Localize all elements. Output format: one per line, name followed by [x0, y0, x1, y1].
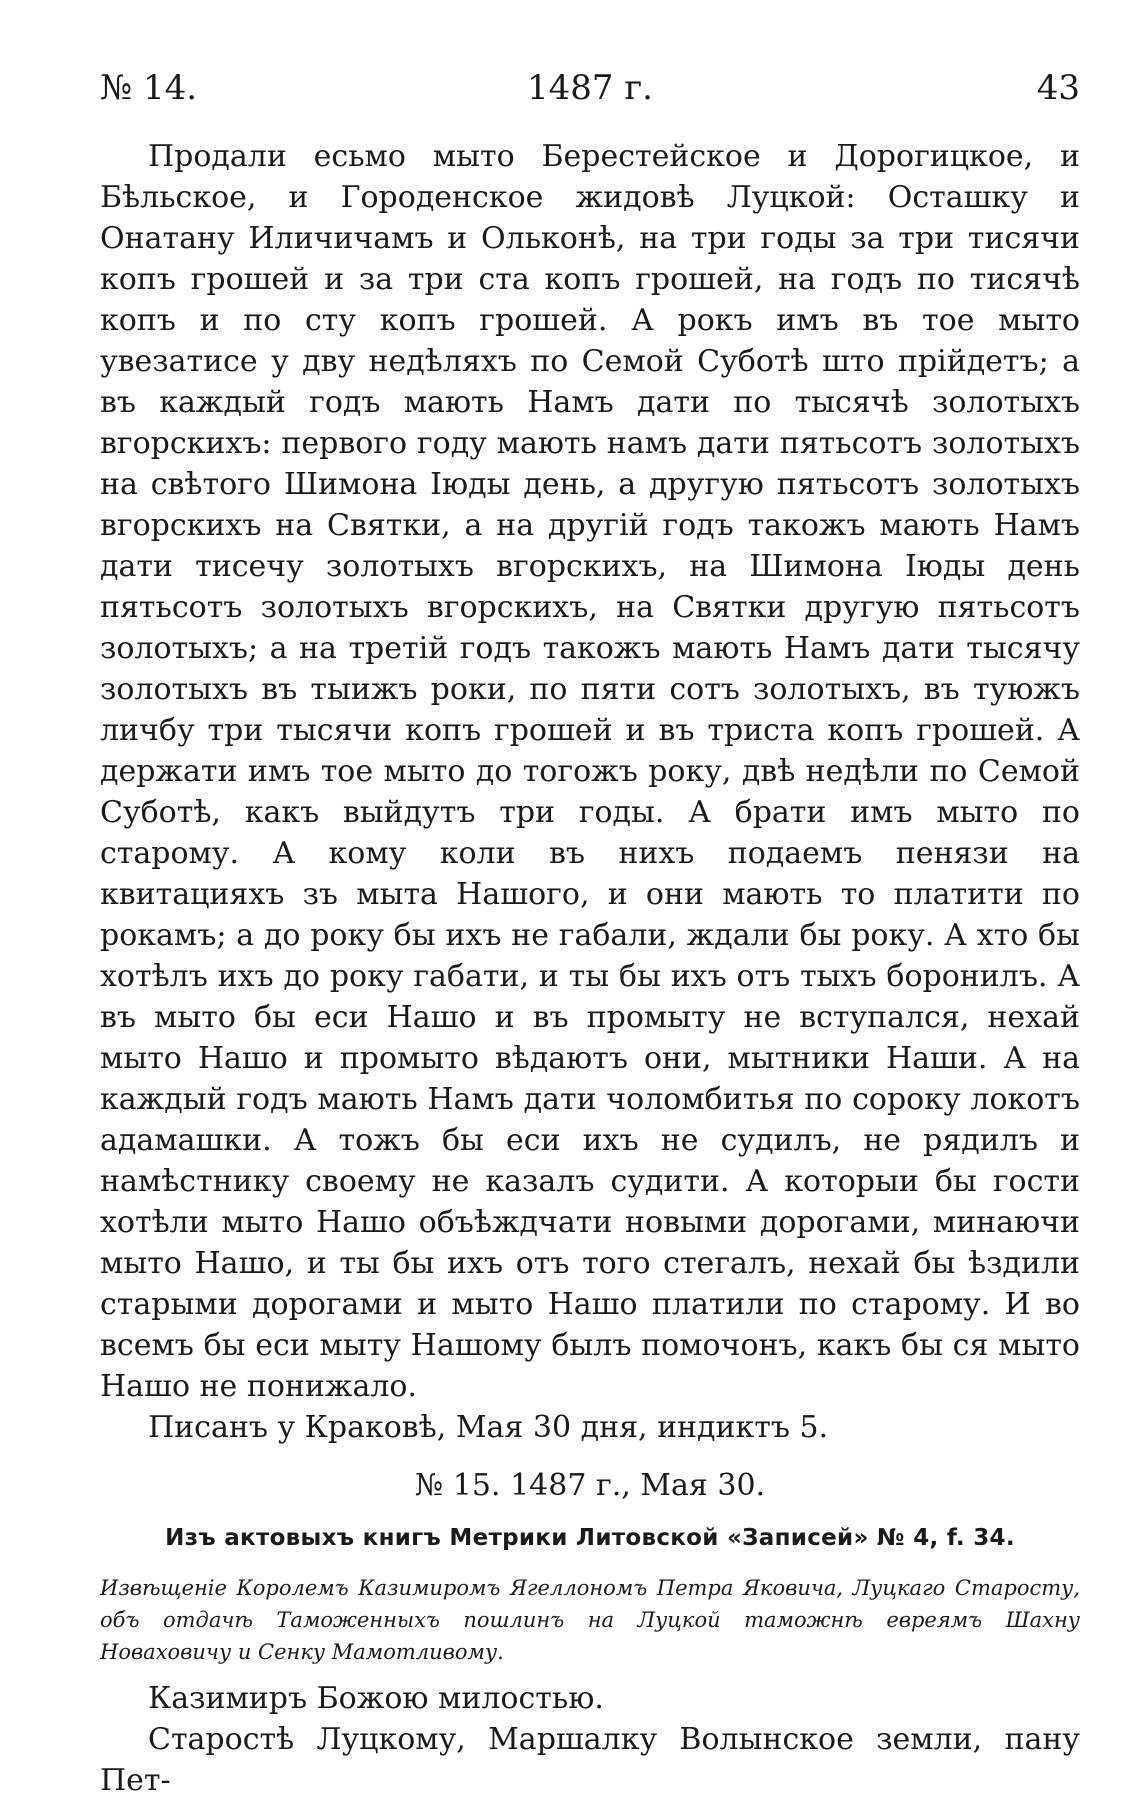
next-document-number: № 15. 1487 г., Мая 30.	[414, 1468, 766, 1503]
page-number: 43	[1036, 68, 1080, 108]
document-body	[100, 136, 1080, 1407]
document-year: 1487 г.	[527, 68, 653, 108]
address-line: Старостѣ Луцкому, Маршалку Волынское земли, пану Пет-	[100, 1722, 1080, 1798]
document-number: № 14.	[100, 68, 198, 108]
document-page	[100, 58, 1080, 1801]
dateline: Писанъ у Краковѣ, Мая 30 дня, индиктъ 5.	[148, 1410, 829, 1445]
salutation: Казимиръ Божою милостью.	[148, 1681, 604, 1716]
source-reference: Изъ актовыхъ книгъ Метрики Литовской «Записей» № 4, f. 34.	[165, 1525, 1015, 1551]
body-paragraph: Продали есьмо мыто Берестейское и Дорогицкое, и Бѣльское, и Городенское жидовѣ Луцкой: Осташку и Онатану Иличичамъ и Ольконѣ, на три годы за три тисячи копъ грошей и за три ста копъ грошей, на годъ по тисячѣ копъ и по сту копъ грошей. А рокъ имъ въ тое мыто увезатисе у дву недѣляхъ по Семой Суботѣ што прійдетъ; а въ каждый годъ мають Намъ дати по тысячѣ золотыхъ вгорскихъ: первого году мають намъ дати пятьсотъ золотыхъ на свѣтого Шимона Іюды день, а другую пятьсотъ золотыхъ вгорскихъ на Святки, а на другій годъ такожъ мають Намъ дати тисечу золотыхъ вгорскихъ, на Шимона Іюды день пятьсотъ золотыхъ вгорскихъ, на Святки другую пятьсотъ золотыхъ; а на третій годъ такожъ мають Намъ дати тысячу золотыхъ въ тыижъ роки, по пяти сотъ золотыхъ, въ туюжъ личбу три тысячи копъ грошей и въ триста копъ грошей. А держати имъ тое мыто до тогожъ року, двѣ недѣли по Семой Суботѣ, какъ выйдутъ три годы. А брати имъ мыто по старому. А кому коли въ нихъ подаемъ пенязи на квитацияхъ зъ мыта Нашого, и они мають то платити по рокамъ; а до року бы ихъ не габали, ждали бы року. А хто бы хотѣлъ ихъ до року габати, и ты бы ихъ отъ тыхъ боронилъ. А въ мыто бы еси Нашо и въ промыту не вступался, нехай мыто Нашо и промыто вѣдаютъ они, мытники Наши. А на каждый годъ мають Намъ дати чоломбитья по сороку локотъ адамашки. А тожъ бы еси ихъ не судилъ, не рядилъ и намѣстнику своему не казалъ судити. А которыи бы гости хотѣли мыто Нашо объѣждчати новыми дорогами, минаючи мыто Нашо, и ты бы ихъ отъ того стегалъ, нехай бы ѣздили старыми дорогами и мыто Нашо платили по старому. И во всемъ бы еси мыту Нашому былъ помочонъ, какъ бы ся мыто Нашо не понижало.	[100, 139, 1080, 1404]
document-summary: Извѣщеніе Королемъ Казимиромъ Ягеллономъ Петра Яковича, Луцкаго Старосту, объ отдачѣ Таможенныхъ пошлинъ на Луцкой таможнѣ евреямъ Шахну Новаховичу и Сенку Мамотливому.	[100, 1576, 1080, 1664]
running-header	[100, 58, 1080, 118]
